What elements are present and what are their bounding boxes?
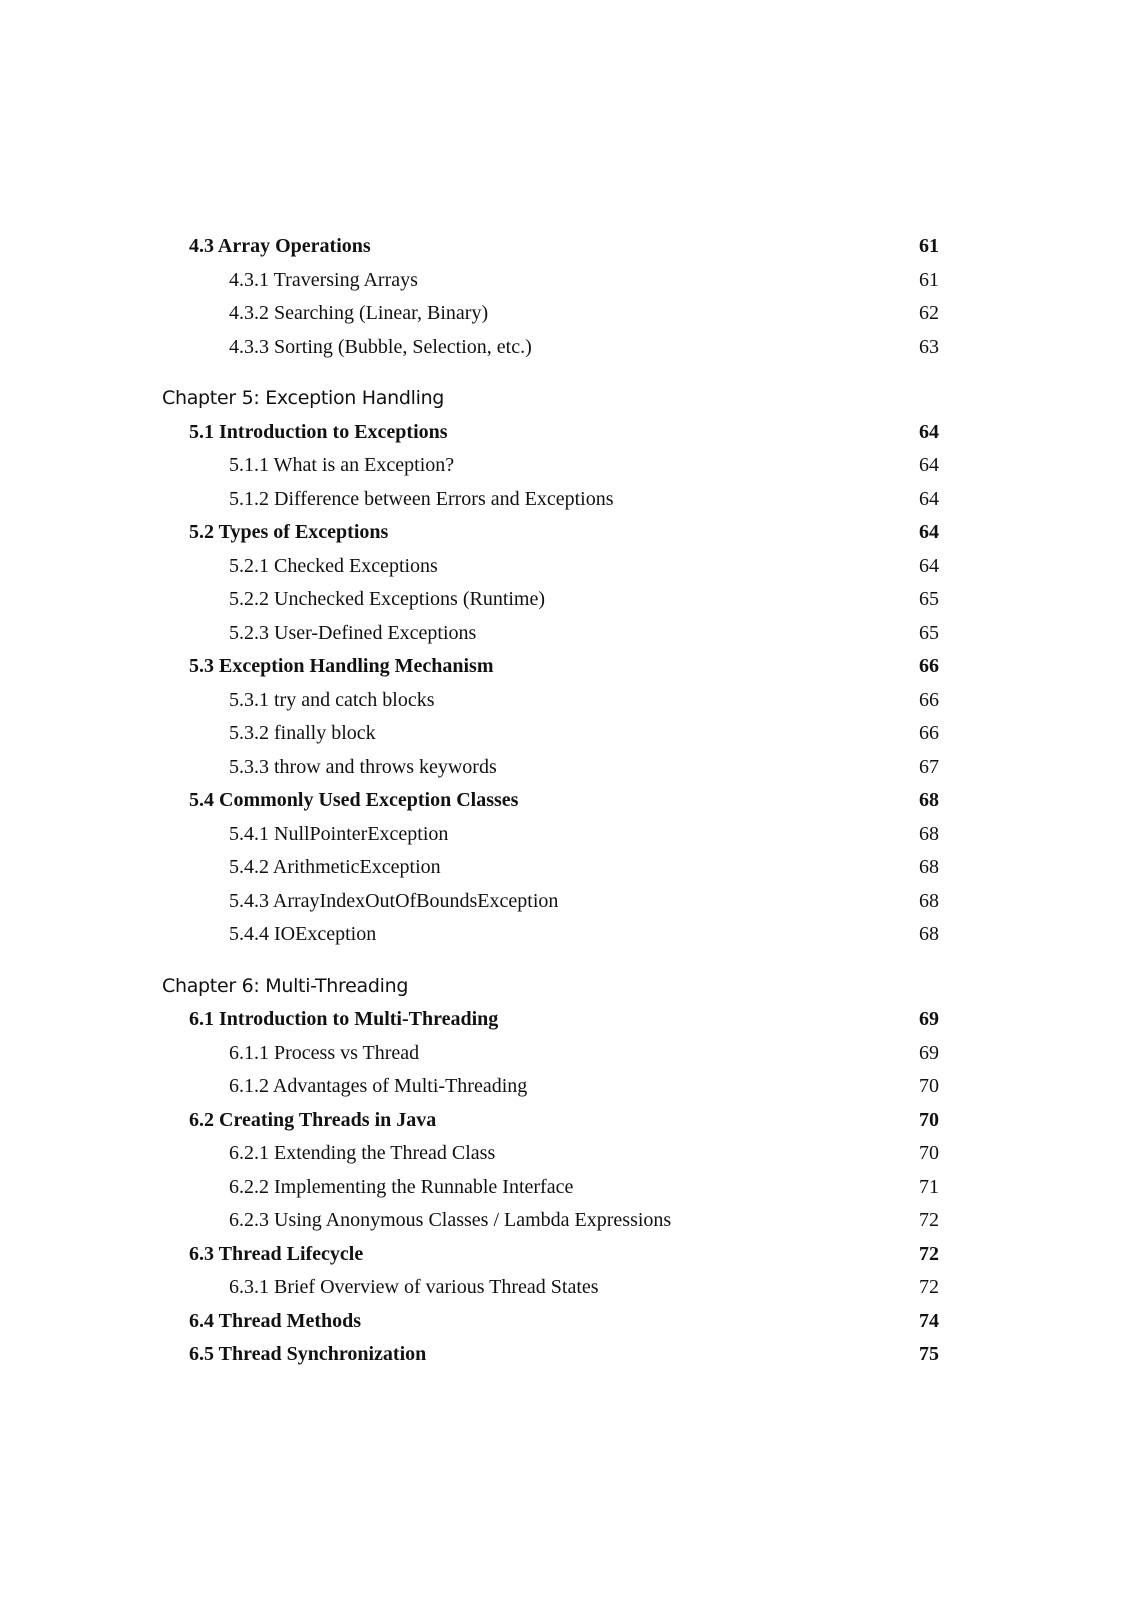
- entry-title: 5.1.2 Difference between Errors and Exceptions: [229, 487, 614, 510]
- toc-section-entry: [0, 784, 1131, 818]
- page-number: 64: [919, 554, 939, 577]
- toc-subsection-entry: [0, 483, 1131, 517]
- toc-subsection-entry: [0, 684, 1131, 718]
- toc-subsection-entry: [0, 617, 1131, 651]
- entry-title: 5.4.3 ArrayIndexOutOfBoundsException: [229, 889, 559, 912]
- entry-title: 5.4.1 NullPointerException: [229, 822, 449, 845]
- toc-subsection-entry: [0, 1137, 1131, 1171]
- toc-section-entry: [0, 650, 1131, 684]
- entry-title: 5.2 Types of Exceptions: [189, 521, 389, 543]
- page-number: 68: [919, 923, 939, 945]
- page-number: 70: [919, 1075, 939, 1097]
- page-number: 72: [919, 1276, 939, 1298]
- page-number: 71: [919, 1175, 939, 1198]
- toc-subsection-entry: [0, 331, 1131, 365]
- entry-title: 5.1 Introduction to Exceptions: [189, 420, 448, 443]
- page-number: 75: [919, 1343, 939, 1365]
- page-number: 72: [919, 1242, 939, 1265]
- entry-title: 5.4.4 IOException: [229, 923, 377, 945]
- page-number: 70: [919, 1108, 939, 1131]
- toc-subsection-entry: [0, 1271, 1131, 1305]
- entry-title: 5.1.1 What is an Exception?: [229, 454, 455, 476]
- toc-subsection-entry: [0, 851, 1131, 885]
- toc-chapter-heading: [0, 970, 1131, 1004]
- entry-title: 6.3.1 Brief Overview of various Thread States: [229, 1276, 599, 1298]
- page-number: 69: [919, 1008, 939, 1030]
- entry-title: 5.3.3 throw and throws keywords: [229, 755, 497, 778]
- toc-section-entry: [0, 516, 1131, 550]
- page-number: 69: [919, 1041, 939, 1064]
- entry-title: 5.3.2 finally block: [229, 722, 376, 744]
- entry-title: 5.4.2 ArithmeticException: [229, 856, 441, 878]
- entry-title: 6.2.1 Extending the Thread Class: [229, 1142, 496, 1164]
- page-number: 66: [919, 688, 939, 711]
- chapter-title: Chapter 6: Multi-Threading: [162, 974, 409, 997]
- chapter-title: Chapter 5: Exception Handling: [162, 387, 445, 409]
- entry-title: 4.3.2 Searching (Linear, Binary): [229, 302, 489, 324]
- page-number: 68: [919, 789, 939, 811]
- page-number: 67: [919, 755, 939, 778]
- toc-subsection-entry: [0, 1171, 1131, 1205]
- page-number: 66: [919, 722, 939, 744]
- toc-chapter-heading: [0, 382, 1131, 416]
- page-number: 72: [919, 1209, 939, 1231]
- toc-subsection-entry: [0, 918, 1131, 952]
- toc-subsection-entry: [0, 1070, 1131, 1104]
- page-number: 68: [919, 856, 939, 878]
- entry-title: 6.2 Creating Threads in Java: [189, 1108, 437, 1131]
- page-number: 70: [919, 1142, 939, 1164]
- entry-title: 6.1 Introduction to Multi-Threading: [189, 1008, 499, 1030]
- entry-title: 6.1.2 Advantages of Multi-Threading: [229, 1075, 528, 1097]
- page-number: 65: [919, 588, 939, 610]
- entry-title: 6.5 Thread Synchronization: [189, 1343, 427, 1365]
- entry-title: 5.3.1 try and catch blocks: [229, 688, 435, 711]
- toc-subsection-entry: [0, 1037, 1131, 1071]
- toc-subsection-entry: [0, 297, 1131, 331]
- entry-title: 6.4 Thread Methods: [189, 1309, 362, 1332]
- entry-title: 6.2.3 Using Anonymous Classes / Lambda Expressions: [229, 1209, 672, 1231]
- page-number: 66: [919, 655, 939, 677]
- page-number: 62: [919, 302, 939, 324]
- page-number: 68: [919, 822, 939, 845]
- toc-section-entry: [0, 230, 1131, 264]
- toc-section-entry: [0, 1338, 1131, 1372]
- toc-section-entry: [0, 1238, 1131, 1272]
- toc-section-entry: [0, 1305, 1131, 1339]
- entry-title: 6.1.1 Process vs Thread: [229, 1041, 420, 1064]
- entry-title: 6.2.2 Implementing the Runnable Interface: [229, 1175, 574, 1198]
- entry-title: 5.2.3 User-Defined Exceptions: [229, 621, 477, 644]
- entry-title: 5.4 Commonly Used Exception Classes: [189, 789, 519, 811]
- entry-title: 4.3.1 Traversing Arrays: [229, 268, 418, 291]
- toc-subsection-entry: [0, 583, 1131, 617]
- table-of-contents: [0, 230, 1131, 1372]
- toc-subsection-entry: [0, 818, 1131, 852]
- page-number: 61: [919, 235, 939, 257]
- toc-subsection-entry: [0, 885, 1131, 919]
- page-number: 61: [919, 268, 939, 291]
- page-number: 74: [919, 1309, 939, 1332]
- page-number: 63: [919, 335, 939, 358]
- toc-subsection-entry: [0, 751, 1131, 785]
- toc-subsection-entry: [0, 550, 1131, 584]
- entry-title: 6.3 Thread Lifecycle: [189, 1242, 364, 1265]
- page-number: 64: [919, 487, 939, 510]
- toc-section-entry: [0, 1104, 1131, 1138]
- toc-section-entry: [0, 416, 1131, 450]
- toc-subsection-entry: [0, 1204, 1131, 1238]
- page-number: 68: [919, 889, 939, 912]
- entry-title: 4.3 Array Operations: [189, 235, 371, 257]
- page-number: 64: [919, 454, 939, 476]
- entry-title: 5.2.2 Unchecked Exceptions (Runtime): [229, 588, 546, 610]
- entry-title: 4.3.3 Sorting (Bubble, Selection, etc.): [229, 335, 532, 358]
- entry-title: 5.2.1 Checked Exceptions: [229, 554, 438, 577]
- page-number: 65: [919, 621, 939, 644]
- entry-title: 5.3 Exception Handling Mechanism: [189, 655, 494, 677]
- page-number: 64: [919, 521, 939, 543]
- toc-subsection-entry: [0, 717, 1131, 751]
- toc-subsection-entry: [0, 449, 1131, 483]
- toc-section-entry: [0, 1003, 1131, 1037]
- toc-subsection-entry: [0, 264, 1131, 298]
- page-number: 64: [919, 420, 939, 443]
